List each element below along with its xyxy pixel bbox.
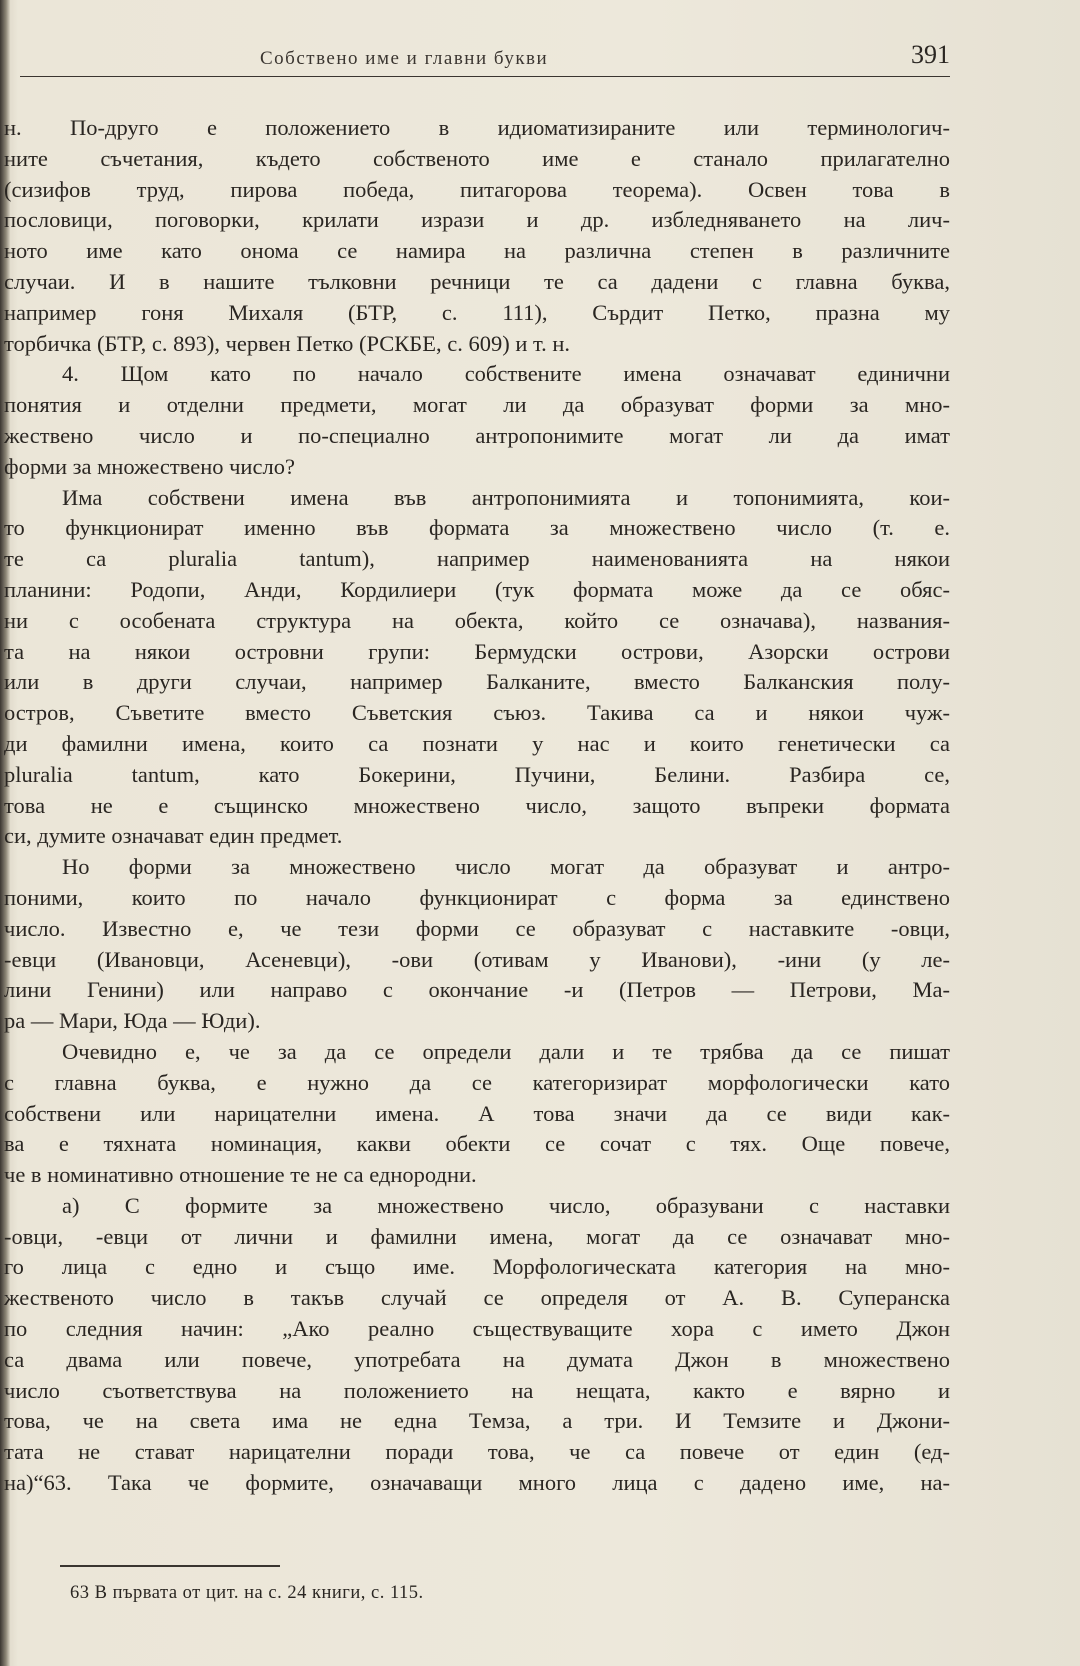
text-line: по следния начин: „Ако реално съществуващите хора с името Джон xyxy=(4,1316,950,1342)
text-line: това, че на света има не една Темза, а три. И Темзите и Джони- xyxy=(4,1408,950,1434)
text-line: поними, които по начало функционират с форма за единствено xyxy=(4,884,950,910)
text-line: че в номинативно отношение те не са еднородни. xyxy=(4,1162,477,1188)
text-line: а) С формите за множествено число, образувани с наставки xyxy=(62,1192,950,1218)
text-line: го лица с едно и също име. Морфологическата категория на мно- xyxy=(4,1254,950,1280)
text-line: ните съчетания, където собственото име е станало прилагателно xyxy=(4,145,950,171)
text-line: остров, Съветите вместо Съветския съюз. Такива са и някои чуж- xyxy=(4,700,950,726)
text-line: Очевидно е, че за да се определи дали и те трябва да се пишат xyxy=(62,1038,950,1064)
body-text xyxy=(0,113,966,1499)
text-line: си, думите означават един предмет. xyxy=(4,823,343,849)
text-line: или в други случаи, например Балканите, вместо Балканския полу- xyxy=(4,669,950,695)
text-line: например гоня Михаля (БТР, с. 111), Сърдит Петко, празна му xyxy=(4,299,950,325)
text-line: число. Известно е, че тези форми се образуват с наставките -овци, xyxy=(4,915,950,941)
text-line: с главна буква, е нужно да се категоризират морфологически като xyxy=(4,1069,950,1095)
text-line: ра — Мари, Юда — Юди). xyxy=(4,1008,261,1034)
text-line: pluralia tantum, като Бокерини, Пучини, Белини. Разбира се, xyxy=(4,761,950,787)
page-header xyxy=(20,40,950,77)
text-line: пословици, поговорки, крилати изрази и др. избледняването на лич- xyxy=(4,207,950,233)
text-line: -овци, -евци от лични и фамилни имена, могат да се означават мно- xyxy=(4,1223,950,1249)
text-line: ди фамилни имена, които са познати у нас и които генетически са xyxy=(4,730,950,756)
text-line: Но форми за множествено число могат да образуват и антро- xyxy=(62,854,950,880)
text-line: число съответствува на положението на нещата, както е вярно и xyxy=(4,1377,950,1403)
text-line: ни с особената структура на обекта, който се означава), названия- xyxy=(4,607,950,633)
text-line: това не е същинско множествено число, защото въпреки формата xyxy=(4,792,950,818)
text-line: то функционират именно във формата за множествено число (т. е. xyxy=(4,515,950,541)
text-line: жественото число в такъв случай се определя от А. В. Суперанска xyxy=(4,1285,950,1311)
text-line: н. По-друго е положението в идиоматизираните или терминологич- xyxy=(4,115,950,140)
text-line: на)“63. Така че формите, означаващи много лица с дадено име, на- xyxy=(4,1470,950,1496)
text-line: Има собствени имена във антропонимията и топонимията, кои- xyxy=(62,484,950,510)
text-line: понятия и отделни предмети, могат ли да образуват форми за мно- xyxy=(4,392,950,418)
text-line: форми за множествено число? xyxy=(4,453,295,479)
text-line: са двама или повече, употребата на думата Джон в множествено xyxy=(4,1346,950,1372)
text-line: торбичка (БТР, с. 893), червен Петко (РСКБЕ, с. 609) и т. н. xyxy=(4,330,571,356)
text-line: тата не стават нарицателни поради това, че са повече от един (ед- xyxy=(4,1439,950,1465)
text-line: ва е тяхната номинация, какви обекти се сочат с тях. Още повече, xyxy=(4,1131,950,1157)
page-number: 391 xyxy=(911,40,950,69)
text-line: планини: Родопи, Анди, Кордилиери (тук формата може да се обяс- xyxy=(4,576,950,602)
text-line: 4. Щом като по начало собствените имена означават единични xyxy=(62,361,950,387)
text-line: лини Генини) или направо с окончание -и (Петров — Петрови, Ма- xyxy=(4,977,950,1003)
footnote-rule xyxy=(60,1565,280,1567)
text-line: те са pluralia tantum), например наименованията на някои xyxy=(4,546,950,572)
text-line: -евци (Ивановци, Асеневци), -ови (отивам у Иванови), -ини (у ле- xyxy=(4,946,950,972)
footnote: 63 В първата от цит. на с. 24 книги, с. 115. xyxy=(70,1583,424,1603)
running-title: Собствено име и главни букви xyxy=(260,48,549,69)
text-line: собствени или нарицателни имена. А това значи да се види как- xyxy=(4,1100,950,1126)
text-line: ното име като онома се намира на различна степен в различните xyxy=(4,238,950,264)
text-line: (сизифов труд, пирова победа, питагорова теорема). Освен това в xyxy=(4,176,950,202)
text-line: жествено число и по-специално антропонимите могат ли да имат xyxy=(4,422,950,448)
text-line: та на някои островни групи: Бермудски острови, Азорски острови xyxy=(4,638,950,664)
text-line: случаи. И в нашите тълковни речници те са дадени с главна буква, xyxy=(4,268,950,294)
